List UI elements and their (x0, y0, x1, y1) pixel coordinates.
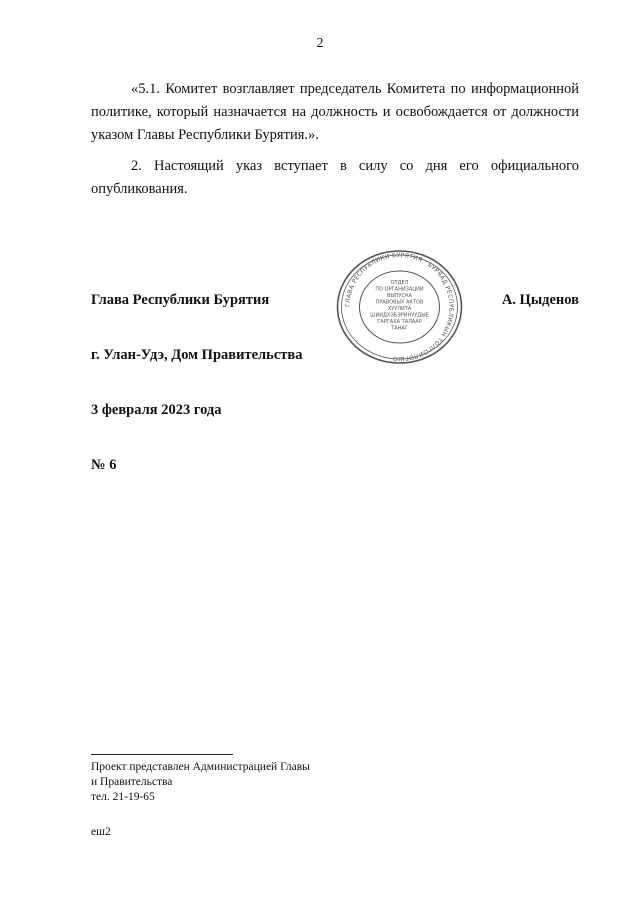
page-number: 2 (316, 36, 324, 51)
seal-line-8: ТАНАГ (391, 325, 408, 332)
seal-line-5: ХУУЛИТА (387, 306, 412, 312)
footnote-divider (91, 754, 233, 755)
footnote-line: и Правительства (91, 776, 173, 788)
executor-initials: еш2 (91, 826, 111, 838)
seal-outer-text: ГЛАВА РЕСПУБЛИКИ БУРЯТИЯ · БУРЯАД РЕСПУБЛИКЫН ТОЛГОЙЛОГШО (344, 251, 455, 363)
footnote (91, 760, 310, 805)
signing-date: 3 февраля 2023 года (91, 402, 222, 418)
seal-line-7: ГАРГАХА ТАЛААР (377, 319, 422, 325)
official-seal (333, 248, 466, 366)
decree-number: № 6 (91, 457, 117, 473)
paragraph-effective-date: 2. Настоящий указ вступает в силу со дня его официального опубликования. (91, 158, 579, 197)
seal-line-4: ПРАВОВЫХ АКТОВ (375, 299, 424, 306)
seal-line-3: ВЫПУСКА (386, 293, 413, 299)
seal-line-6: ШИИДХЭБЭРИНУУДЫЕ (370, 312, 429, 319)
seal-line-2: ПО ОРГАНИЗАЦИИ (375, 286, 424, 293)
signing-place: г. Улан-Удэ, Дом Правительства (91, 347, 303, 363)
footnote-line: Проект представлен Администрацией Главы (91, 761, 310, 773)
footnote-line: тел. 21-19-65 (91, 791, 155, 803)
signer-title: Глава Республики Бурятия (91, 292, 270, 308)
paragraph-amendment: «5.1. Комитет возглавляет председатель Комитета по информационной политике, который назначается на должность и освобождается от должности указом Главы Республики Бурятия.». (91, 81, 579, 143)
seal-line-1: ОТДЕЛ (390, 280, 409, 286)
signer-name: А. Цыденов (501, 292, 579, 308)
